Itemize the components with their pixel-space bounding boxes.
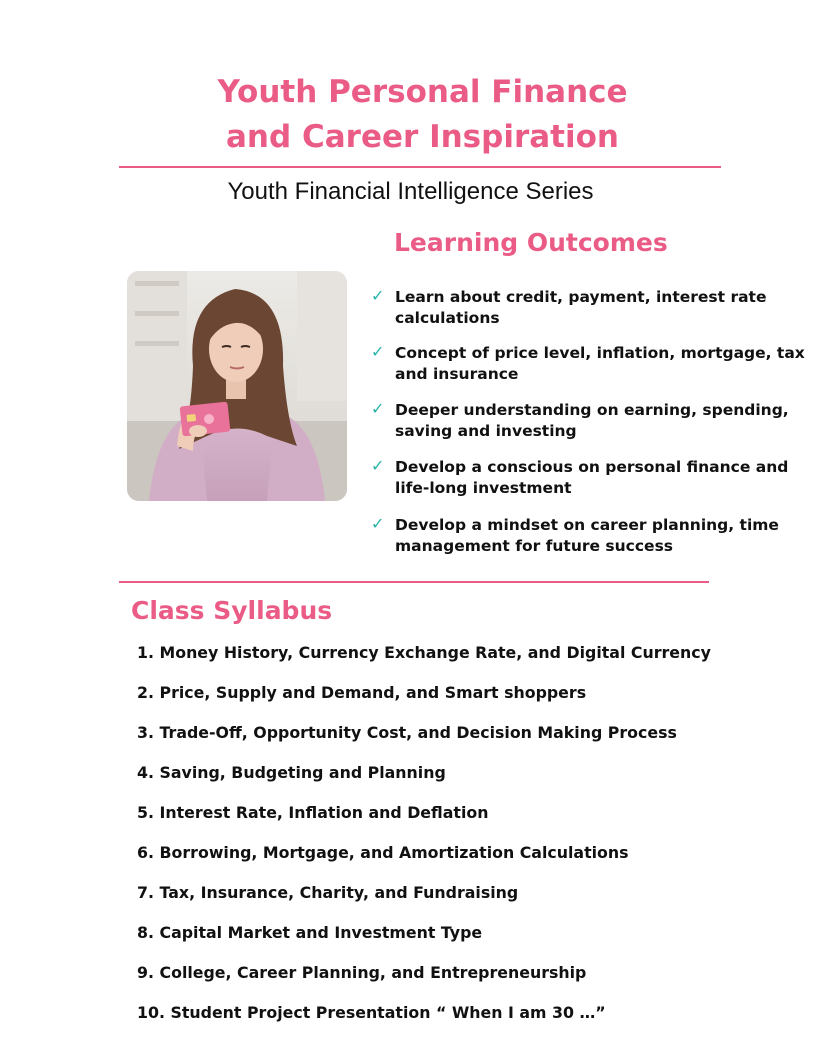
section-divider xyxy=(119,581,709,583)
outcome-text: Deeper understanding on earning, spending, saving and investing xyxy=(395,401,789,440)
syllabus-item: 10. Student Project Presentation “ When I am 30 …” xyxy=(137,1003,606,1022)
syllabus-item: 2. Price, Supply and Demand, and Smart shoppers xyxy=(137,683,587,702)
page-title xyxy=(0,70,831,160)
check-icon: ✓ xyxy=(371,456,385,475)
syllabus-item: 9. College, Career Planning, and Entrepreneurship xyxy=(137,963,587,982)
outcome-text: Concept of price level, inflation, mortgage, tax and insurance xyxy=(395,344,805,383)
syllabus-item: 5. Interest Rate, Inflation and Deflation xyxy=(137,803,489,822)
syllabus-item: 7. Tax, Insurance, Charity, and Fundraising xyxy=(137,883,519,902)
outcome-text: Learn about credit, payment, interest rate calculations xyxy=(395,288,767,327)
learning-outcomes-heading: Learning Outcomes xyxy=(394,228,668,257)
title-line-2: and Career Inspiration xyxy=(226,119,619,155)
syllabus-item: 4. Saving, Budgeting and Planning xyxy=(137,763,446,782)
title-line-1: Youth Personal Finance xyxy=(217,74,628,110)
syllabus-item: 1. Money History, Currency Exchange Rate, and Digital Currency xyxy=(137,643,711,662)
check-icon: ✓ xyxy=(371,399,385,418)
check-icon: ✓ xyxy=(371,286,385,305)
syllabus-item: 8. Capital Market and Investment Type xyxy=(137,923,483,942)
top-divider xyxy=(119,166,721,168)
syllabus-item: 3. Trade-Off, Opportunity Cost, and Decision Making Process xyxy=(137,723,677,742)
syllabus-item: 6. Borrowing, Mortgage, and Amortization Calculations xyxy=(137,843,629,862)
outcome-text: Develop a conscious on personal finance and life-long investment xyxy=(395,458,789,497)
check-icon: ✓ xyxy=(371,514,385,533)
student-holding-card-illustration xyxy=(127,271,347,501)
series-subtitle: Youth Financial Intelligence Series xyxy=(227,178,594,205)
check-icon: ✓ xyxy=(371,342,385,361)
outcome-text: Develop a mindset on career planning, time management for future success xyxy=(395,516,779,555)
student-photo xyxy=(127,271,347,501)
class-syllabus-heading: Class Syllabus xyxy=(131,596,333,625)
